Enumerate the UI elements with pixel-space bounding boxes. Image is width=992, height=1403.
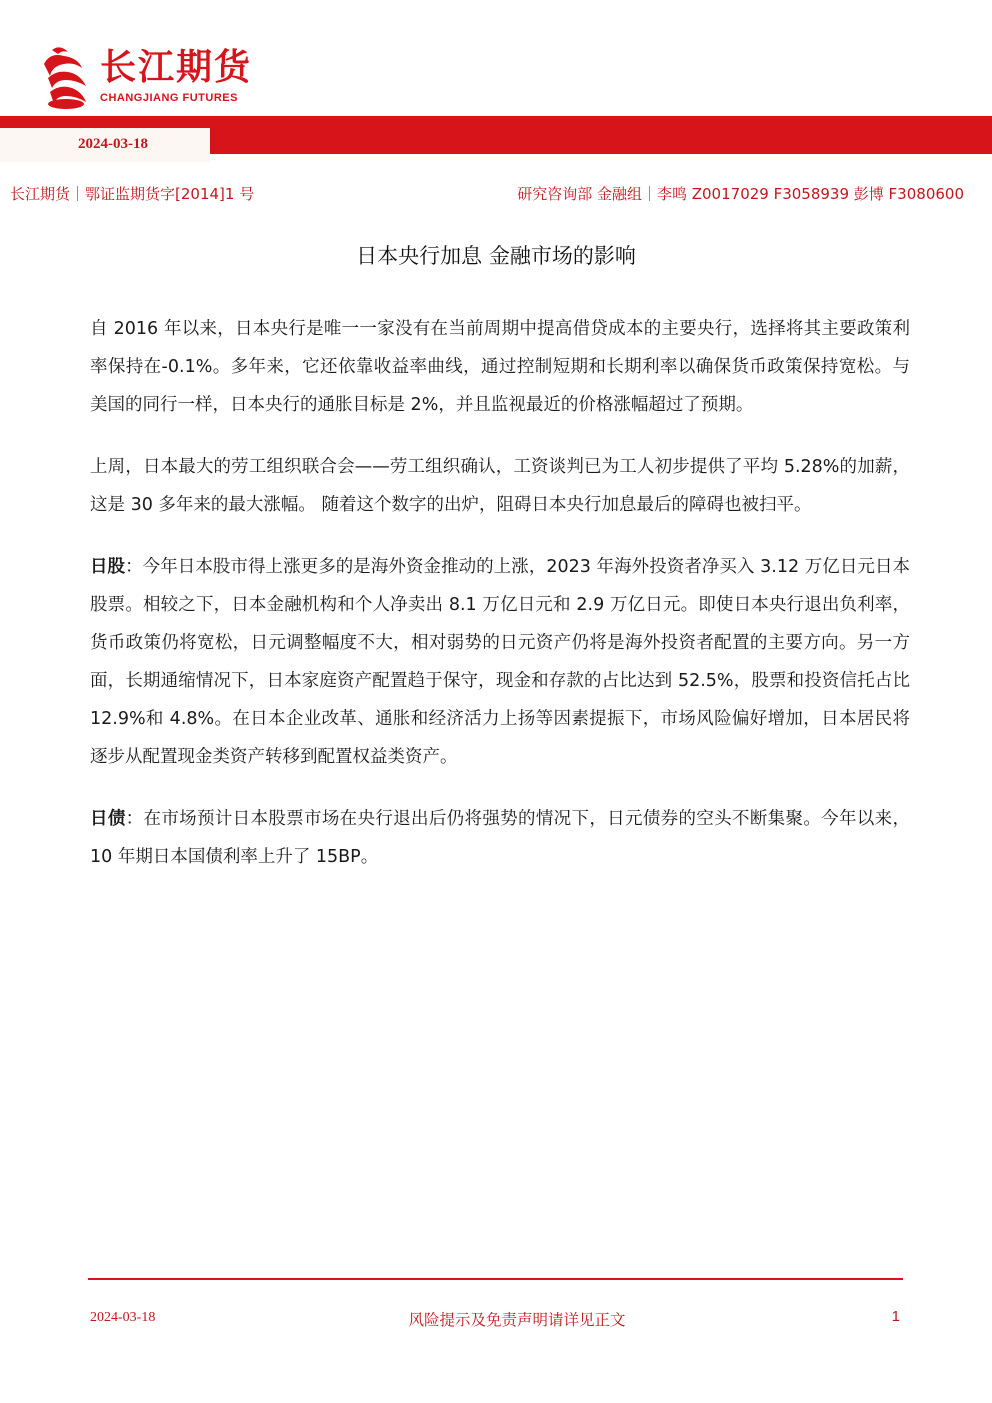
logo-text-en: CHANGJIANG FUTURES [100,92,238,104]
company-logo [38,44,278,110]
footer-date: 2024-03-18 [90,1310,156,1325]
footer-disclaimer: 风险提示及免责声明请详见正文 [408,1311,626,1329]
logo-text-cn: 长江期货 [100,47,253,88]
paragraph-1: 自 2016 年以来，日本央行是唯一一家没有在当前周期中提高借贷成本的主要央行，选择将其主要政策利率保持在-0.1%。多年来，它还依靠收益率曲线，通过控制短期和长期利率以确保货币政策保持宽松。与美国的同行一样，日本央行的通胀目标是 2%，并且监视最近的价格涨幅超过了预期。 [90,319,910,415]
equities-text: ：今年日本股市得上涨更多的是海外资金推动的上涨，2023 年海外投资者净买入 3.12 万亿日元日本股票。相较之下，日本金融机构和个人净卖出 8.1 万亿日元和 2.9 万亿日元。即使日本央行退出负利率，货币政策仍将宽松，日元调整幅度不大，相对弱势的日元资产仍将是海外投资者配置的主要方向。另一方面，长期通缩情况下，日本家庭资产配置趋于保守，现金和存款的占比达到 52.5%，股票和投资信托占比 12.9%和 4.8%。在日本企业改革、通胀和经济活力上扬等因素提振下，市场风险偏好增加，日本居民将逐步从配置现金类资产转移到配置权益类资产。 [90,557,911,767]
report-date: 2024-03-18 [78,136,148,152]
paragraph-equities [90,548,910,776]
report-title: 日本央行加息 金融市场的影响 [356,244,636,268]
company-license: 长江期货｜鄂证监期货字[2014]1 号 [10,185,255,203]
bonds-text: ：在市场预计日本股票市场在央行退出后仍将强势的情况下，日元债券的空头不断集聚。今年以来，10 年期日本国债利率上升了 15BP。 [90,809,911,867]
analyst-info: 研究咨询部 金融组｜李鸣 Z0017029 F3058939 彭博 F3080600 [517,185,964,203]
paragraph-2: 上周，日本最大的劳工组织联合会——劳工组织确认，工资谈判已为工人初步提供了平均 5.28%的加薪，这是 30 多年来的最大涨幅。 随着这个数字的出炉，阻碍日本央行加息最后的障碍也被扫平。 [90,457,910,515]
phoenix-logo-icon [38,44,94,110]
page-number: 1 [891,1308,900,1325]
footer-divider [88,1278,903,1280]
paragraph-bonds [90,800,910,876]
equities-label: 日股 [90,557,126,577]
report-body [90,310,910,900]
bonds-label: 日债 [90,809,126,829]
